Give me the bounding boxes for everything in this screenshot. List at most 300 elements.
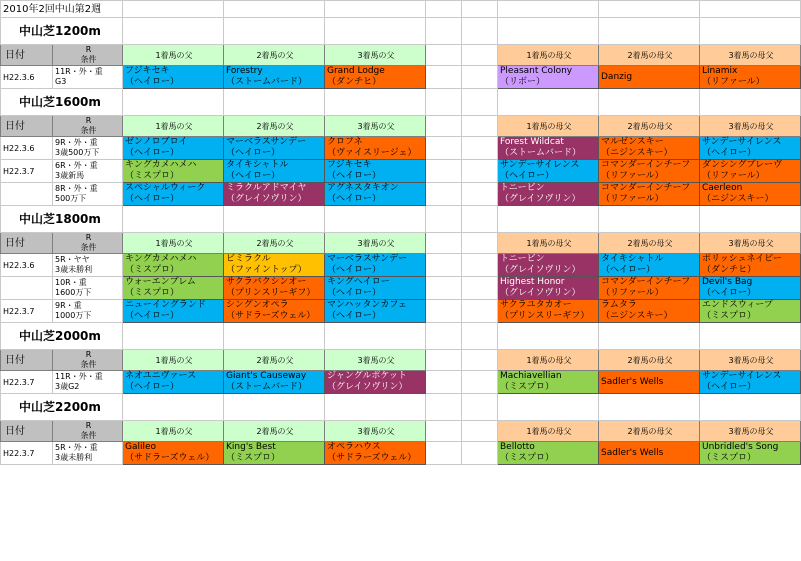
header-row: [1, 233, 801, 254]
dam-sire-cell-2: [599, 254, 700, 277]
dam-sire-name: Highest Honor: [500, 277, 565, 287]
sire-header-1: 1着馬の父: [123, 116, 224, 137]
dam-sire-name: Sadler's Wells: [601, 447, 664, 458]
header-row: [1, 45, 801, 66]
sire-header-2: 2着馬の父: [224, 45, 325, 66]
dam-sire-line: （ヘイロー）: [601, 265, 656, 275]
empty-cell: [462, 183, 498, 206]
race-condition: [53, 160, 123, 183]
sire-line: （ミスプロ）: [125, 265, 180, 275]
race-course: 9R・外・重: [55, 138, 98, 147]
dam-sire-cell-1: [498, 66, 599, 89]
empty-cell: [426, 66, 462, 89]
dam-sire-name: Linamix: [702, 66, 738, 76]
dam-sire-name: コマンダーインチーフ: [601, 183, 691, 193]
section-title: 中山芝1200m: [1, 18, 123, 45]
race-date: H22.3.7: [1, 371, 53, 394]
sire-name: シングンオペラ: [226, 300, 289, 310]
sire-cell-2: [224, 160, 325, 183]
empty-cell: [123, 18, 224, 45]
sheet-title: 2010年2回中山第2週: [1, 1, 123, 18]
dam-sire-line: （リファール）: [601, 288, 664, 298]
empty-cell: [426, 254, 462, 277]
dam-sire-cell-1: [498, 137, 599, 160]
sire-name: マーベラスサンデー: [327, 254, 408, 264]
sire-name: サクラバクシンオー: [226, 277, 307, 287]
race-class: 3歳未勝利: [55, 265, 93, 274]
dam-sire-cell-2: [599, 137, 700, 160]
header-row: [1, 421, 801, 442]
dam-sire-cell-3: [700, 66, 801, 89]
sire-cell-3: [325, 300, 426, 323]
condition-header: 条件: [80, 55, 97, 64]
race-row: [1, 137, 801, 160]
empty-cell: [462, 421, 498, 442]
dam-sire-line: （ダンチヒ）: [702, 265, 757, 275]
dam-sire-line: （ミスプロ）: [500, 453, 555, 463]
dam-sire-name: マルゼンスキー: [601, 137, 664, 147]
empty-cell: [123, 1, 224, 18]
dam-sire-name: ダンシングブレーヴ: [702, 160, 783, 170]
empty-cell: [462, 45, 498, 66]
sire-cell-1: [123, 137, 224, 160]
sire-cell-2: [224, 137, 325, 160]
dam-sire-name: Bellotto: [500, 442, 535, 452]
dam-sire-line: （ヘイロー）: [702, 148, 757, 158]
section-title: 中山芝2000m: [1, 323, 123, 350]
race-condition: [53, 371, 123, 394]
empty-cell: [123, 323, 224, 350]
sire-line: （ミスプロ）: [125, 171, 180, 181]
race-row: [1, 300, 801, 323]
dam-sire-line: （ミスプロ）: [702, 311, 757, 321]
race-condition: [53, 277, 123, 300]
empty-cell: [462, 394, 498, 421]
dam-sire-name: タイキシャトル: [601, 254, 664, 264]
dam-sire-line: （リファール）: [601, 171, 664, 181]
dam-sire-cell-1: [498, 300, 599, 323]
dam-sire-line: （ニジンスキー）: [702, 194, 774, 204]
race-class: 3歳G2: [55, 382, 80, 391]
dam-sire-line: （グレイソヴリン）: [500, 288, 581, 298]
empty-cell: [462, 233, 498, 254]
empty-cell: [224, 89, 325, 116]
sire-header-3: 3着馬の父: [325, 421, 426, 442]
dam-sire-cell-3: [700, 160, 801, 183]
sire-name: ウォーエンブレム: [125, 277, 196, 287]
header-row: [1, 116, 801, 137]
sire-name: Giant's Causeway: [226, 371, 307, 381]
empty-cell: [462, 371, 498, 394]
empty-cell: [599, 323, 700, 350]
sire-cell-3: [325, 277, 426, 300]
empty-cell: [462, 277, 498, 300]
section-title: 中山芝1600m: [1, 89, 123, 116]
dam-sire-name: サンデーサイレンス: [702, 371, 782, 381]
sire-name: キングカメハメハ: [125, 160, 197, 170]
dam-sire-line: （リファール）: [702, 77, 765, 87]
sire-name: ジャングルポケット: [327, 371, 407, 381]
dam-sire-cell-3: [700, 442, 801, 465]
empty-cell: [462, 89, 498, 116]
race-class: 500万下: [55, 194, 87, 203]
sire-name: ニューイングランド: [125, 300, 206, 310]
dam-sire-header-1: 1着馬の母父: [498, 421, 599, 442]
race-date: H22.3.6: [1, 254, 53, 277]
sire-name: ゼンノロブロイ: [125, 137, 188, 147]
empty-cell: [224, 323, 325, 350]
empty-cell: [498, 206, 599, 233]
sire-cell-1: [123, 254, 224, 277]
dam-sire-header-1: 1着馬の母父: [498, 233, 599, 254]
sire-header-1: 1着馬の父: [123, 421, 224, 442]
dam-sire-cell-1: [498, 277, 599, 300]
sire-cell-2: [224, 442, 325, 465]
sire-name: タイキシャトル: [226, 160, 289, 170]
dam-sire-header-1: 1着馬の母父: [498, 116, 599, 137]
race-course: 8R・外・重: [55, 184, 98, 193]
sire-name: King's Best: [226, 442, 276, 452]
empty-cell: [123, 206, 224, 233]
date-header: 日付: [1, 116, 53, 137]
empty-cell: [426, 137, 462, 160]
dam-sire-cell-3: [700, 371, 801, 394]
date-header: 日付: [1, 45, 53, 66]
sire-cell-1: [123, 442, 224, 465]
condition-header: 条件: [80, 243, 97, 252]
race-date: H22.3.6: [1, 137, 53, 160]
sire-line: （サドラーズウェル）: [327, 453, 417, 463]
empty-cell: [700, 89, 801, 116]
dam-sire-cell-3: [700, 277, 801, 300]
race-course: 5R・ヤヤ: [55, 255, 90, 264]
sire-cell-3: [325, 254, 426, 277]
sire-line: （ヘイロー）: [125, 148, 180, 158]
empty-cell: [426, 233, 462, 254]
dam-sire-header-2: 2着馬の母父: [599, 350, 700, 371]
sire-name: クロフネ: [327, 137, 363, 147]
race-date: H22.3.7: [1, 160, 53, 183]
sire-cell-2: [224, 371, 325, 394]
dam-sire-line: （グレイソヴリン）: [500, 194, 581, 204]
section-row: [1, 18, 801, 45]
empty-cell: [462, 18, 498, 45]
empty-cell: [123, 394, 224, 421]
empty-cell: [462, 66, 498, 89]
empty-cell: [462, 160, 498, 183]
sire-cell-2: [224, 277, 325, 300]
sire-header-1: 1着馬の父: [123, 233, 224, 254]
race-row: [1, 442, 801, 465]
sire-line: （ミスプロ）: [125, 288, 180, 298]
empty-cell: [426, 300, 462, 323]
dam-sire-header-3: 3着馬の母父: [700, 45, 801, 66]
sire-name: Grand Lodge: [327, 66, 385, 76]
empty-cell: [426, 394, 462, 421]
dam-sire-header-3: 3着馬の母父: [700, 116, 801, 137]
race-row: [1, 254, 801, 277]
dam-sire-cell-1: [498, 442, 599, 465]
sire-name: キングカメハメハ: [125, 254, 197, 264]
empty-cell: [426, 89, 462, 116]
dam-sire-name: コマンダーインチーフ: [601, 277, 691, 287]
dam-sire-cell-2: [599, 442, 700, 465]
empty-cell: [224, 206, 325, 233]
sire-line: （ヘイロー）: [327, 194, 382, 204]
sire-header-3: 3着馬の父: [325, 45, 426, 66]
dam-sire-name: Machiavellian: [500, 371, 562, 381]
dam-sire-name: Caerleon: [702, 183, 743, 193]
dam-sire-line: （ヘイロー）: [702, 382, 757, 392]
dam-sire-cell-2: [599, 300, 700, 323]
race-condition: [53, 300, 123, 323]
dam-sire-line: （ニジンスキー）: [601, 311, 673, 321]
dam-sire-line: （グレイソヴリン）: [500, 265, 581, 275]
empty-cell: [599, 1, 700, 18]
dam-sire-header-3: 3着馬の母父: [700, 350, 801, 371]
sire-line: （プリンスリーギフ）: [226, 288, 316, 298]
sire-name: アグネスタキオン: [327, 183, 399, 193]
dam-sire-name: Danzig: [601, 71, 633, 82]
dam-sire-cell-2: [599, 371, 700, 394]
section-row: [1, 89, 801, 116]
race-row: [1, 66, 801, 89]
empty-cell: [325, 89, 426, 116]
dam-sire-cell-3: [700, 183, 801, 206]
sire-name: Forestry: [226, 66, 263, 76]
empty-cell: [426, 18, 462, 45]
empty-cell: [599, 18, 700, 45]
dam-sire-cell-2: [599, 183, 700, 206]
race-condition-header: [53, 116, 123, 137]
empty-cell: [426, 371, 462, 394]
race-class: 1000万下: [55, 311, 92, 320]
sire-line: （ヘイロー）: [125, 311, 180, 321]
race-row: [1, 277, 801, 300]
sire-header-3: 3着馬の父: [325, 350, 426, 371]
empty-cell: [325, 323, 426, 350]
empty-cell: [599, 206, 700, 233]
sire-line: （グレイソヴリン）: [327, 382, 408, 392]
empty-cell: [325, 394, 426, 421]
sire-name: フジキセキ: [125, 66, 170, 76]
empty-cell: [462, 323, 498, 350]
race-course: 11R・外・重: [55, 372, 103, 381]
dam-sire-name: エンドスウィープ: [702, 300, 773, 310]
dam-sire-header-1: 1着馬の母父: [498, 350, 599, 371]
dam-sire-name: トニービン: [500, 183, 545, 193]
sire-name: ネオユニヴァース: [125, 371, 197, 381]
dam-sire-line: （ヘイロー）: [500, 171, 555, 181]
sire-cell-2: [224, 66, 325, 89]
race-course: 9R・重: [55, 301, 82, 310]
empty-cell: [462, 137, 498, 160]
sire-cell-1: [123, 160, 224, 183]
sire-name: オペラハウス: [327, 442, 381, 452]
sire-cell-3: [325, 371, 426, 394]
sire-cell-2: [224, 254, 325, 277]
race-course: 10R・重: [55, 278, 87, 287]
empty-cell: [426, 323, 462, 350]
empty-cell: [462, 116, 498, 137]
dam-sire-name: トニービン: [500, 254, 545, 264]
empty-cell: [123, 89, 224, 116]
sire-line: （ミスプロ）: [226, 453, 281, 463]
race-condition: [53, 254, 123, 277]
dam-sire-header-3: 3着馬の母父: [700, 421, 801, 442]
dam-sire-name: コマンダーインチーフ: [601, 160, 691, 170]
race-condition: [53, 442, 123, 465]
empty-cell: [224, 18, 325, 45]
sire-line: （ヘイロー）: [327, 311, 382, 321]
empty-cell: [462, 350, 498, 371]
empty-cell: [700, 323, 801, 350]
dam-sire-cell-2: [599, 66, 700, 89]
dam-sire-name: ポリッシュネイビー: [702, 254, 782, 264]
sire-line: （ファイントップ）: [226, 265, 307, 275]
sire-name: ビミラクル: [226, 254, 271, 264]
race-class: 3歳未勝利: [55, 453, 93, 462]
empty-cell: [700, 394, 801, 421]
dam-sire-cell-1: [498, 371, 599, 394]
empty-cell: [462, 254, 498, 277]
empty-cell: [426, 350, 462, 371]
dam-sire-cell-3: [700, 137, 801, 160]
title-row: [1, 1, 801, 18]
sire-name: キングヘイロー: [327, 277, 390, 287]
empty-cell: [426, 277, 462, 300]
sire-header-2: 2着馬の父: [224, 421, 325, 442]
sire-cell-3: [325, 160, 426, 183]
sire-line: （ストームバード）: [226, 382, 308, 392]
sire-cell-1: [123, 300, 224, 323]
race-condition-header: [53, 350, 123, 371]
sire-line: （ヘイロー）: [125, 77, 180, 87]
sire-line: （ヘイロー）: [327, 265, 382, 275]
dam-sire-cell-1: [498, 160, 599, 183]
sire-header-2: 2着馬の父: [224, 350, 325, 371]
race-number-header: R: [85, 350, 92, 359]
dam-sire-cell-1: [498, 183, 599, 206]
sire-name: マーベラスサンデー: [226, 137, 307, 147]
dam-sire-name: Devil's Bag: [702, 277, 753, 287]
sire-header-1: 1着馬の父: [123, 350, 224, 371]
race-number-header: R: [85, 45, 92, 54]
sire-cell-1: [123, 371, 224, 394]
empty-cell: [498, 394, 599, 421]
empty-cell: [599, 394, 700, 421]
race-condition-header: [53, 421, 123, 442]
race-condition-header: [53, 233, 123, 254]
empty-cell: [426, 116, 462, 137]
empty-cell: [426, 183, 462, 206]
sire-line: （サドラーズウェル）: [125, 453, 215, 463]
condition-header: 条件: [80, 126, 97, 135]
dam-sire-name: サンデーサイレンス: [500, 160, 580, 170]
sire-header-2: 2着馬の父: [224, 233, 325, 254]
sire-name: マンハッタンカフェ: [327, 300, 407, 310]
sire-line: （ヘイロー）: [327, 171, 382, 181]
empty-cell: [498, 89, 599, 116]
dam-sire-line: （ニジンスキー）: [601, 148, 673, 158]
dam-sire-name: Forest Wildcat: [500, 137, 564, 147]
dam-sire-cell-3: [700, 300, 801, 323]
dam-sire-line: （リファール）: [702, 171, 765, 181]
sire-cell-1: [123, 277, 224, 300]
sire-cell-1: [123, 183, 224, 206]
empty-cell: [325, 206, 426, 233]
dam-sire-cell-3: [700, 254, 801, 277]
race-class: 3歳新馬: [55, 171, 85, 180]
race-row: [1, 183, 801, 206]
race-class: 3歳500万下: [55, 148, 100, 157]
race-course: 11R・外・重: [55, 67, 103, 76]
empty-cell: [462, 300, 498, 323]
dam-sire-line: （ミスプロ）: [500, 382, 555, 392]
race-date: H22.3.7: [1, 442, 53, 465]
date-header: 日付: [1, 233, 53, 254]
empty-cell: [462, 442, 498, 465]
section-title: 中山芝2200m: [1, 394, 123, 421]
sire-line: （ダンチヒ）: [327, 77, 382, 87]
sire-header-3: 3着馬の父: [325, 233, 426, 254]
header-row: [1, 350, 801, 371]
empty-cell: [426, 206, 462, 233]
empty-cell: [224, 1, 325, 18]
condition-header: 条件: [80, 431, 97, 440]
sire-name: ミラクルアドマイヤ: [226, 183, 307, 193]
dam-sire-name: サンデーサイレンス: [702, 137, 782, 147]
race-class: G3: [55, 77, 67, 86]
sire-line: （ヘイロー）: [226, 171, 281, 181]
race-number-header: R: [85, 421, 92, 430]
sire-cell-3: [325, 66, 426, 89]
race-class: 1600万下: [55, 288, 92, 297]
empty-cell: [498, 1, 599, 18]
race-course: 6R・外・重: [55, 161, 98, 170]
race-number-header: R: [85, 233, 92, 242]
dam-sire-name: ラムタラ: [601, 300, 637, 310]
empty-cell: [599, 89, 700, 116]
dam-sire-cell-2: [599, 277, 700, 300]
sire-cell-3: [325, 183, 426, 206]
dam-sire-header-2: 2着馬の母父: [599, 233, 700, 254]
empty-cell: [498, 323, 599, 350]
dam-sire-line: （ヘイロー）: [702, 288, 757, 298]
empty-cell: [224, 394, 325, 421]
empty-cell: [426, 442, 462, 465]
dam-sire-line: （リファール）: [601, 194, 664, 204]
dam-sire-cell-2: [599, 160, 700, 183]
sire-line: （ヘイロー）: [125, 382, 180, 392]
empty-cell: [325, 18, 426, 45]
empty-cell: [426, 160, 462, 183]
dam-sire-name: サクラユタカオー: [500, 300, 572, 310]
condition-header: 条件: [80, 360, 97, 369]
race-number-header: R: [85, 116, 92, 125]
dam-sire-header-1: 1着馬の母父: [498, 45, 599, 66]
dam-sire-header-3: 3着馬の母父: [700, 233, 801, 254]
dam-sire-line: （ストームバード）: [500, 148, 582, 158]
dam-sire-line: （プリンスリーギフ）: [500, 311, 590, 321]
dam-sire-cell-1: [498, 254, 599, 277]
sire-name: フジキセキ: [327, 160, 372, 170]
race-condition: [53, 137, 123, 160]
sire-cell-2: [224, 300, 325, 323]
empty-cell: [462, 1, 498, 18]
empty-cell: [700, 206, 801, 233]
date-header: 日付: [1, 421, 53, 442]
